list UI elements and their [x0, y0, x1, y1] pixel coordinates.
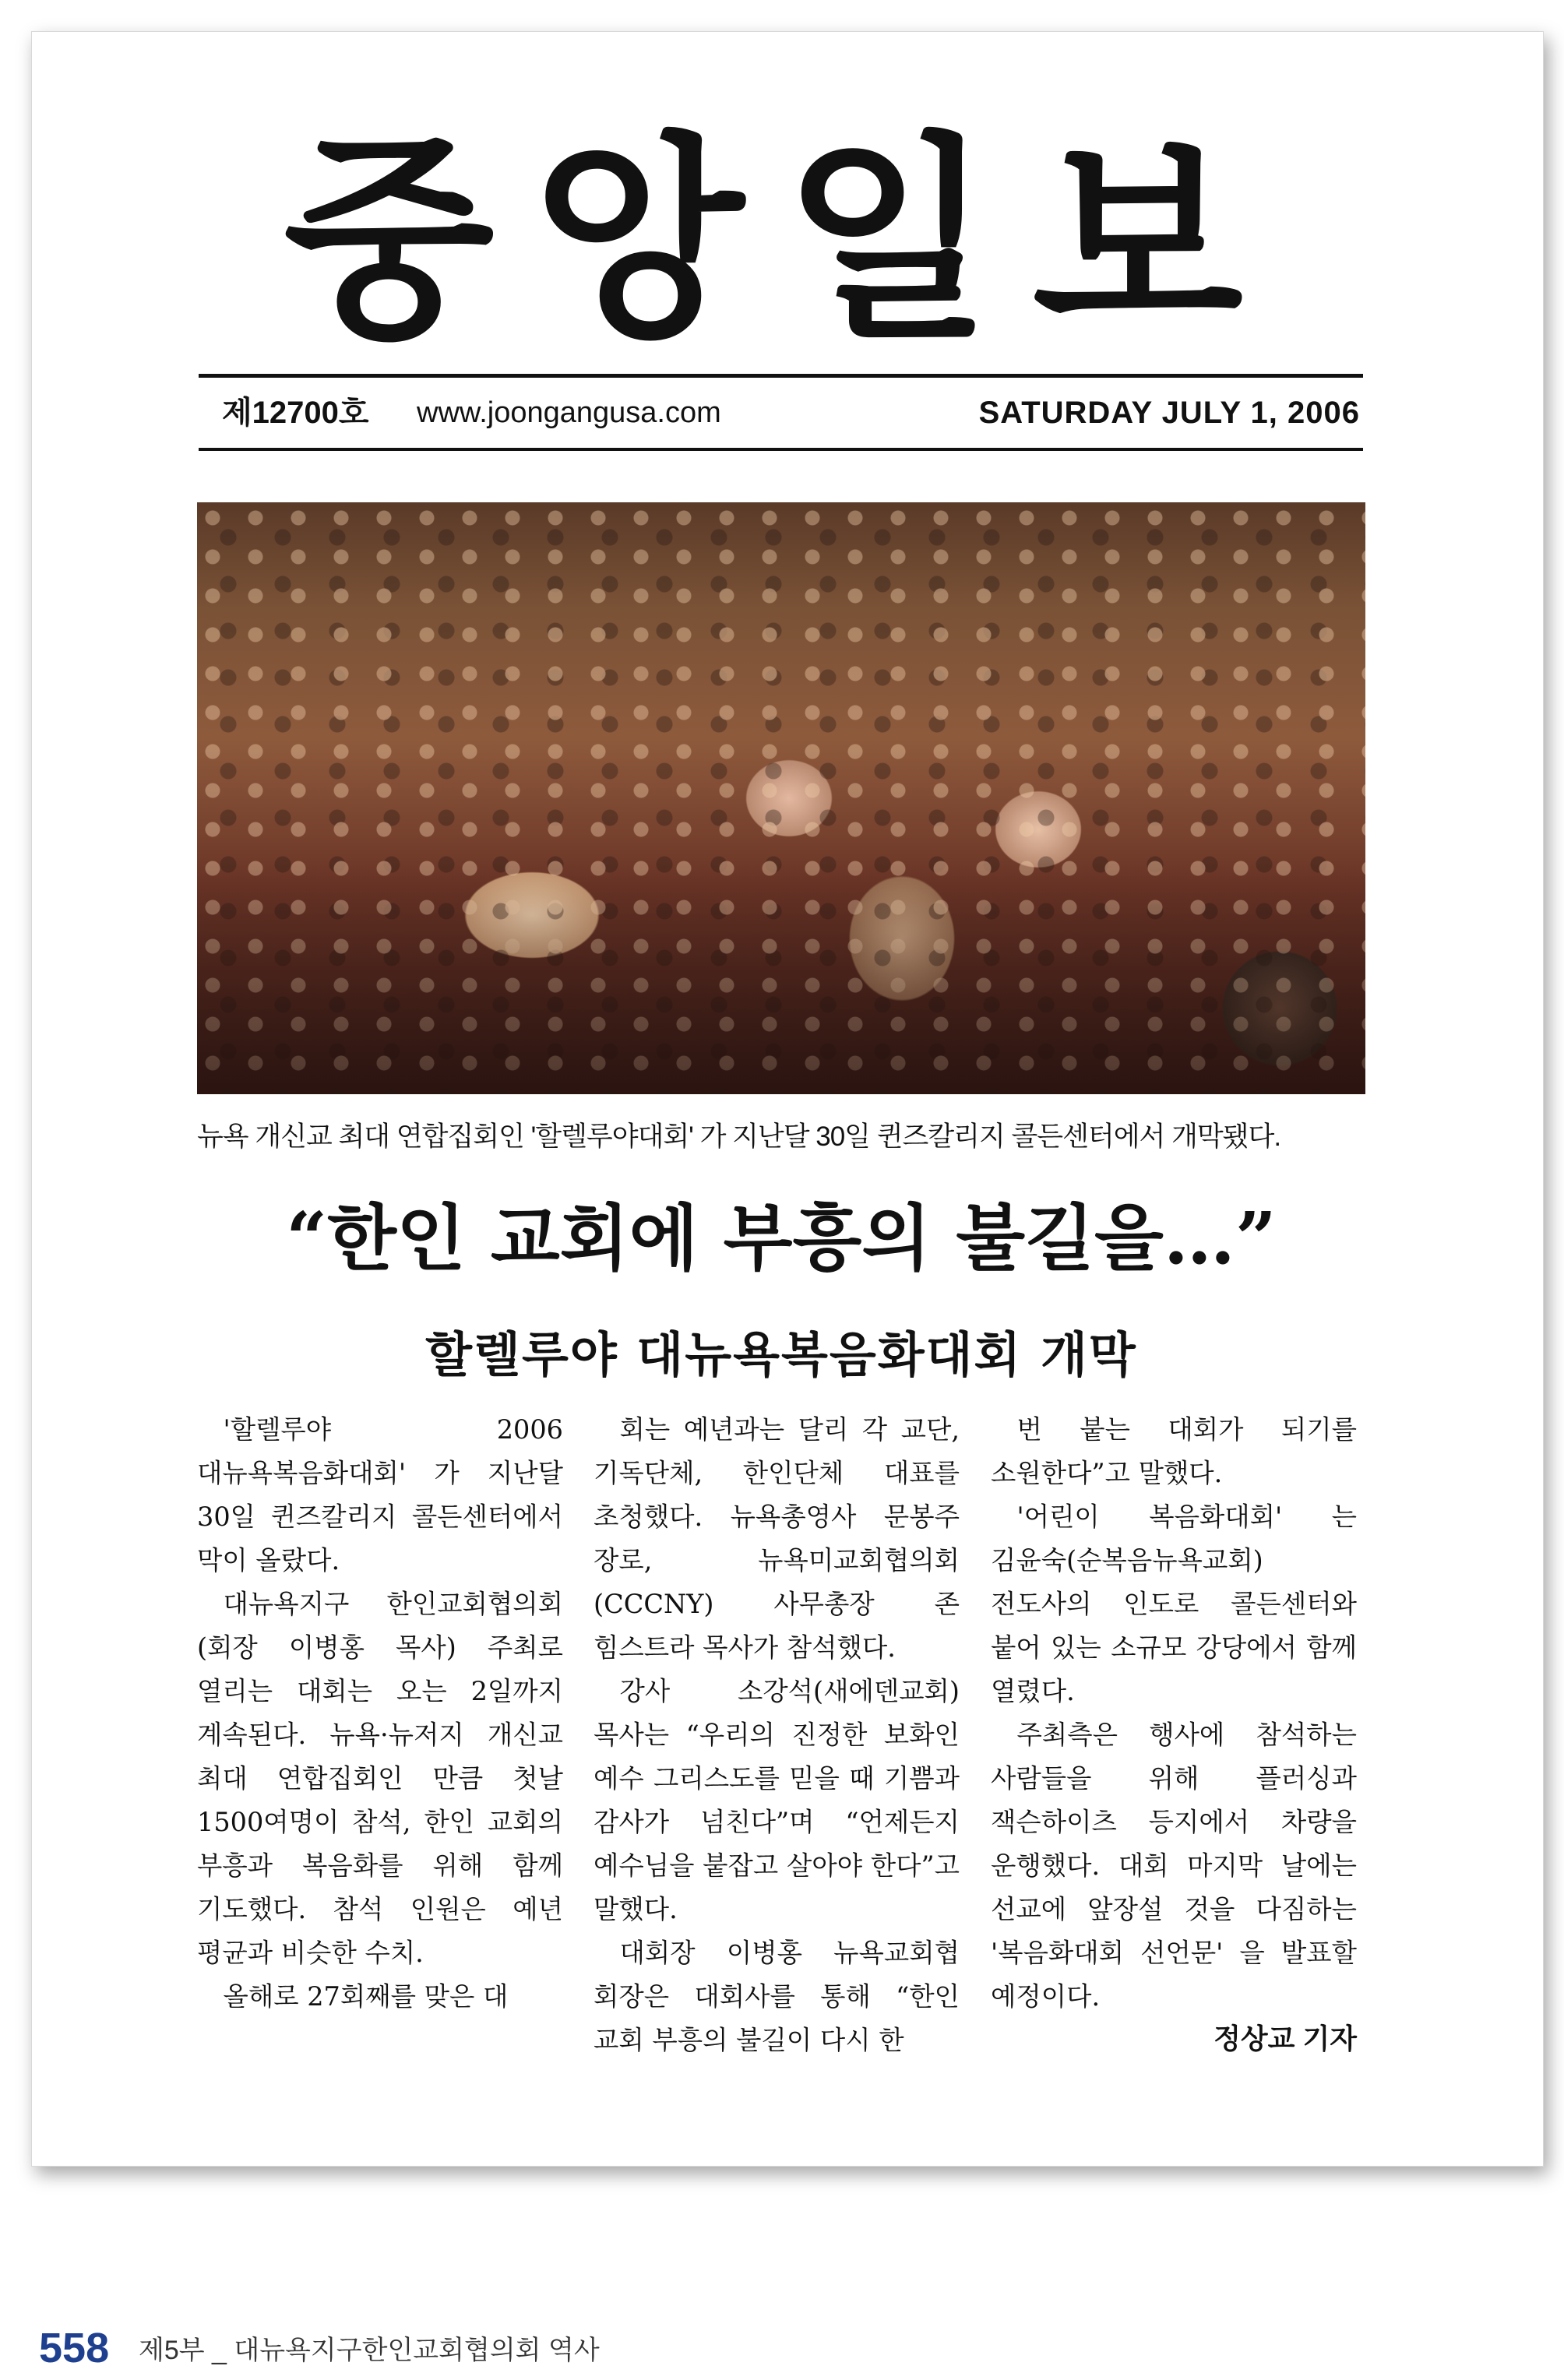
book-section-title: 제5부 _ 대뉴욕지구한인교회협의회 역사 [139, 2336, 600, 2365]
issue-date: SATURDAY JULY 1, 2006 [978, 396, 1360, 430]
article-paragraph: 올해로 27회째를 맞은 대 [223, 1981, 509, 2012]
article-paragraph: 대회장 이병홍 뉴욕교회협 회장은 대회사를 통해 “한인 교회 부흥의 불길이 다시 한 [594, 1938, 960, 2055]
article-paragraph: 번 붙는 대회가 되기를 소원한다”고 말했다. [991, 1414, 1357, 1488]
newspaper-masthead: 중앙일보 [284, 114, 1282, 368]
article-paragraph: 강사 소강석(새에덴교회) 목사는 “우리의 진정한 보화인 예수 그리스도를 믿을 때 기쁨과 감사가 넘친다”며 “언제든지 예수님을 붙잡고 살아야 한다”고 말했다. [594, 1676, 960, 1924]
article-paragraph: '할렐루야 2006 대뉴욕복음화대회' 가 지난달 30일 퀸즈칼리지 콜든센터에서 막이 올랐다. [197, 1414, 563, 1576]
masthead-rule-bottom [199, 448, 1363, 451]
page-number: 558 [39, 2325, 110, 2371]
photo-caption: 뉴욕 개신교 최대 연합집회인 '할렐루야대회' 가 지난달 30일 퀸즈칼리지 콜든센터에서 개막됐다. [197, 1121, 1281, 1152]
article-headline: “한인 교회에 부흥의 불길을…” [286, 1196, 1277, 1280]
crowd-worship-photo [197, 502, 1365, 1094]
article-paragraph: '어린이 복음화대회' 는 김윤숙(순복음뉴욕교회) 전도사의 인도로 콜든센터와 붙어 있는 소규모 강당에서 함께 열렸다. [991, 1502, 1357, 1706]
article-subheadline: 할렐루야 대뉴욕복음화대회 개막 [425, 1326, 1137, 1383]
article-byline: 정상교 기자 [1214, 2023, 1357, 2054]
article-paragraph: 회는 예년과는 달리 각 교단, 기독단체, 한인단체 대표를 초청했다. 뉴욕총영사 문봉주 장로, 뉴욕미교회협의회(CCCNY) 사무총장 존 힘스트라 목사가 참석했다. [594, 1414, 960, 1663]
photo-shadow [197, 861, 1365, 1094]
article-paragraph: 주최측은 행사에 참석하는 사람들을 위해 플러싱과 잭슨하이츠 등지에서 차량을 운행했다. 대회 마지막 날에는 선교에 앞장설 것을 다짐하는 '복음화대회 선언문' 을 발표할 예정이다. [991, 1720, 1357, 2012]
masthead-rule-top [199, 374, 1363, 378]
article-column-2 [594, 1408, 960, 2062]
article-column-1 [197, 1408, 563, 2019]
newspaper-website: www.joongangusa.com [417, 396, 721, 429]
article-paragraph: 대뉴욕지구 한인교회협의회(회장 이병홍 목사) 주최로 열리는 대회는 오는 2일까지 계속된다. 뉴욕·뉴저지 개신교 최대 연합집회인 만큼 첫날 1500여명이 참석, 한인 교회의 부흥과 복음화를 위해 함께 기도했다. 참석 인원은 예년 평균과 비슷한 수치. [197, 1589, 563, 1968]
issue-number: 제12700호 [222, 396, 369, 430]
article-column-3 [991, 1408, 1357, 2019]
